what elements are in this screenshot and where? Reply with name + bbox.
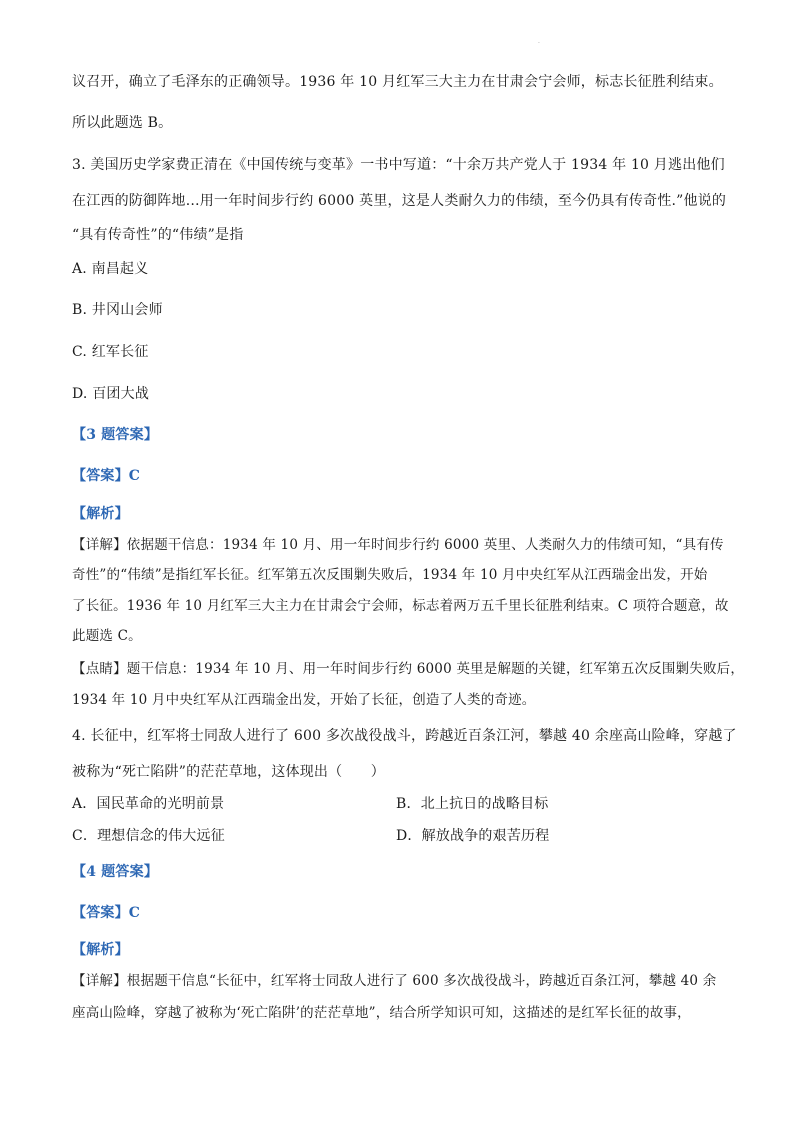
question-3-detail: 了长征。1936 年 10 月红军三大主力在甘肃会宁会师，标志着两万五千里长征胜利结束。C 项符合题意，故 <box>72 598 729 614</box>
question-3-detail: 【详解】依据题干信息：1934 年 10 月、用一年时间步行约 6000 英里、人类耐久力的伟绩可知，“具有传 <box>72 537 724 553</box>
question-4-answer-heading: 【4 题答案】 <box>72 864 159 880</box>
question-3-analysis-heading: 【解析】 <box>72 506 129 522</box>
text-line: 议召开，确立了毛泽东的正确领导。1936 年 10 月红军三大主力在甘肃会宁会师，标志长征胜利结束。 <box>72 74 723 90</box>
question-4-stem: 被称为“死亡陷阱”的茫茫草地，这体现出（ ） <box>72 764 385 780</box>
question-4-option-a: A．国民革命的光明前景 <box>72 796 225 812</box>
question-3-answer-heading: 【3 题答案】 <box>72 427 159 443</box>
question-4-option-d: D．解放战争的艰苦历程 <box>396 828 550 844</box>
question-3-option-c: C. 红军长征 <box>72 344 149 360</box>
question-3-stem: 3. 美国历史学家费正清在《中国传统与变革》一书中写道：“十余万共产党人于 1934 年 10 月逃出他们 <box>72 157 725 173</box>
question-4-detail: 座高山险峰，穿越了被称为‘死亡陷阱’的茫茫草地”，结合所学知识可知，这描述的是红军长征的故事， <box>72 1005 691 1021</box>
question-3-option-a: A. 南昌起义 <box>72 261 149 277</box>
question-4-stem: 4. 长征中，红军将士同敌人进行了 600 多次战役战斗，跨越近百条江河，攀越 40 余座高山险峰，穿越了 <box>72 728 737 744</box>
question-3-stem: “具有传奇性”的“伟绩”是指 <box>72 227 244 243</box>
question-3-tip: 1934 年 10 月中央红军从江西瑞金出发，开始了长征，创造了人类的奇迹。 <box>72 692 536 708</box>
text-line: 所以此题选 B。 <box>72 115 173 131</box>
header-mark: · <box>538 40 540 47</box>
question-3-tip: 【点睛】题干信息：1934 年 10 月、用一年时间步行约 6000 英里是解题的关键，红军第五次反围剿失败后， <box>72 661 745 677</box>
question-4-analysis-heading: 【解析】 <box>72 942 129 958</box>
question-3-detail: 此题选 C。 <box>72 628 142 644</box>
question-3-option-b: B. 井冈山会师 <box>72 302 163 318</box>
question-3-answer: 【答案】C <box>72 468 141 484</box>
question-4-option-c: C．理想信念的伟大远征 <box>72 828 225 844</box>
question-4-option-b: B．北上抗日的战略目标 <box>396 796 549 812</box>
question-4-detail: 【详解】根据题干信息“长征中，红军将士同敌人进行了 600 多次战役战斗，跨越近百条江河，攀越 40 余 <box>72 973 717 989</box>
question-3-stem: 在江西的防御阵地…用一年时间步行约 6000 英里，这是人类耐久力的伟绩，至今仍具有传奇性.”他说的 <box>72 193 727 209</box>
question-3-option-d: D. 百团大战 <box>72 386 150 402</box>
question-4-answer: 【答案】C <box>72 905 141 921</box>
question-3-detail: 奇性”的“伟绩”是指红军长征。红军第五次反围剿失败后，1934 年 10 月中央红军从江西瑞金出发，开始 <box>72 567 708 583</box>
